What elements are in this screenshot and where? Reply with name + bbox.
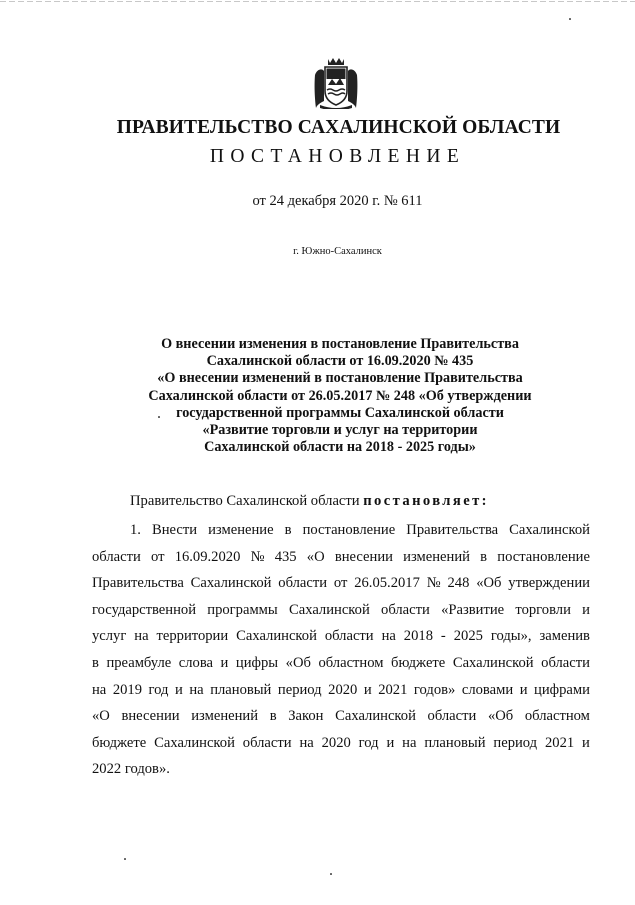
body-word: «Об [285, 654, 311, 671]
body-word: слова [178, 654, 213, 671]
body-word: «Развитие [441, 601, 505, 618]
body-word: постановление [497, 548, 590, 565]
body-word: области [278, 575, 328, 592]
body-word: Сахалинской [335, 708, 416, 725]
body-word: от [333, 575, 348, 592]
body-word: 26.05.2017 [354, 575, 420, 592]
body-word: год [148, 681, 169, 698]
body-word: в [284, 522, 292, 538]
body-word: программы [207, 601, 278, 618]
body-word: изменение [208, 522, 274, 538]
body-word: на [299, 734, 314, 751]
body-word: и [175, 681, 183, 698]
body-word: на [134, 628, 149, 645]
body-word: Сахалинской [289, 601, 370, 618]
subject-line: О внесении изменения в постановление Правительства [161, 336, 519, 352]
body-word: плановый [210, 681, 272, 698]
body-word: утверждении [508, 575, 590, 592]
body-word: Сахалинской [154, 734, 235, 751]
subject-line: «О внесении изменений в постановление Правительства [157, 370, 523, 387]
body-word: на [402, 734, 417, 751]
body-word: 1. [130, 522, 141, 538]
body-word: на [189, 681, 204, 698]
resolution-body [92, 517, 590, 783]
body-word: области [427, 708, 477, 725]
body-line [92, 517, 590, 544]
body-word: от [151, 548, 165, 565]
body-word: 2019 [112, 681, 143, 698]
document-subject [100, 336, 580, 456]
body-word: 2018 [403, 628, 433, 645]
scan-speck [158, 416, 160, 418]
body-word: «О [306, 548, 325, 565]
body-word: области [381, 601, 430, 618]
scan-edge-line [0, 1, 635, 2]
body-word: и [363, 681, 372, 698]
body-word: областном [524, 708, 590, 725]
body-word: «О [92, 708, 110, 725]
body-word: 2020 [321, 734, 351, 751]
body-line [92, 677, 590, 704]
body-word: период [277, 681, 322, 698]
body-word: 16.09.2020 [174, 548, 241, 565]
body-word: в [269, 708, 277, 725]
body-line [92, 623, 590, 650]
body-word: на [92, 681, 107, 698]
body-word: № [426, 575, 441, 592]
body-word: постановление [302, 522, 396, 538]
body-line: 2022 годов». [92, 761, 170, 778]
body-word: Сахалинской [190, 575, 272, 592]
body-word: на [381, 628, 396, 645]
body-word: 2020 [328, 681, 358, 698]
body-word: № [250, 548, 265, 565]
body-word: территории [156, 628, 229, 645]
body-word: 248 [447, 575, 470, 592]
document-city: г. Южно-Сахалинск [293, 246, 382, 257]
preamble-text: Правительство Сахалинской области [130, 493, 360, 509]
scan-speck [330, 873, 332, 875]
body-word: - [440, 628, 446, 645]
body-word: словами [461, 681, 514, 698]
subject-line: государственной программы Сахалинской области [176, 404, 504, 421]
document-type: ПОСТАНОВЛЕНИЕ [209, 146, 466, 167]
body-word: Сахалинской [452, 654, 534, 671]
body-word: Сахалинской [236, 628, 317, 645]
subject-line: Сахалинской области на 2018 - 2025 годы» [204, 439, 476, 456]
body-line [92, 544, 590, 571]
body-word: изменений [403, 548, 470, 565]
body-word: период [493, 734, 538, 751]
body-word: области [324, 628, 374, 645]
government-title: ПРАВИТЕЛЬСТВО САХАЛИНСКОЙ ОБЛАСТИ [116, 117, 561, 138]
body-word: плановый [424, 734, 486, 751]
body-word: Правительства [92, 575, 184, 592]
body-word: области [242, 734, 292, 751]
body-word: 2021 [378, 681, 408, 698]
body-word: годов» [413, 681, 456, 698]
body-word: Сахалинской [509, 522, 590, 538]
body-word: годы», [490, 628, 532, 645]
body-line [92, 650, 590, 677]
body-word: государственной [92, 601, 197, 618]
body-word: внесении [121, 708, 180, 725]
body-word: области [541, 654, 590, 671]
body-word: внесении [334, 548, 393, 565]
body-word: цифры [235, 654, 279, 671]
body-word: в [92, 654, 99, 671]
document-date-number: от 24 декабря 2020 г. № 611 [252, 193, 423, 209]
subject-line: Сахалинской области от 16.09.2020 № 435 [206, 353, 474, 370]
body-word: Правительства [406, 522, 499, 538]
body-word: услуг [92, 628, 127, 645]
body-word: и [519, 681, 528, 698]
body-word: области [92, 548, 141, 565]
body-line [92, 597, 590, 624]
subject-line: «Развитие торговли и услуг на территории [202, 422, 478, 439]
scan-speck [569, 18, 571, 20]
body-word: и [582, 734, 590, 751]
body-word: преамбуле [106, 654, 172, 671]
preamble-verb: постановляет: [363, 493, 489, 509]
body-word: Внести [152, 522, 198, 538]
body-word: 2021 [544, 734, 575, 751]
body-word: 2025 [453, 628, 483, 645]
body-word: год [358, 734, 379, 751]
body-word: бюджете [92, 734, 147, 751]
body-word: торговли [515, 601, 571, 618]
body-word: изменений [191, 708, 259, 725]
subject-line: Сахалинской области от 26.05.2017 № 248 «Об утверждении [148, 387, 532, 404]
body-line [92, 730, 590, 757]
body-word: заменив [539, 628, 590, 645]
body-word: и [582, 601, 590, 618]
body-word: и [386, 734, 395, 751]
scan-speck [124, 858, 126, 860]
preamble [130, 493, 489, 510]
body-word: бюджете [391, 654, 446, 671]
body-word: цифрами [534, 681, 590, 698]
body-word: областном [318, 654, 384, 671]
body-word: Закон [288, 708, 324, 725]
body-line [92, 703, 590, 730]
body-word: в [480, 548, 488, 565]
body-word: «Об [476, 575, 502, 592]
body-word: 435 [274, 548, 297, 565]
body-line [92, 570, 590, 597]
sakhalin-coat-of-arms-icon [314, 57, 358, 109]
body-word: «Об [487, 708, 514, 725]
body-word: и [220, 654, 229, 671]
